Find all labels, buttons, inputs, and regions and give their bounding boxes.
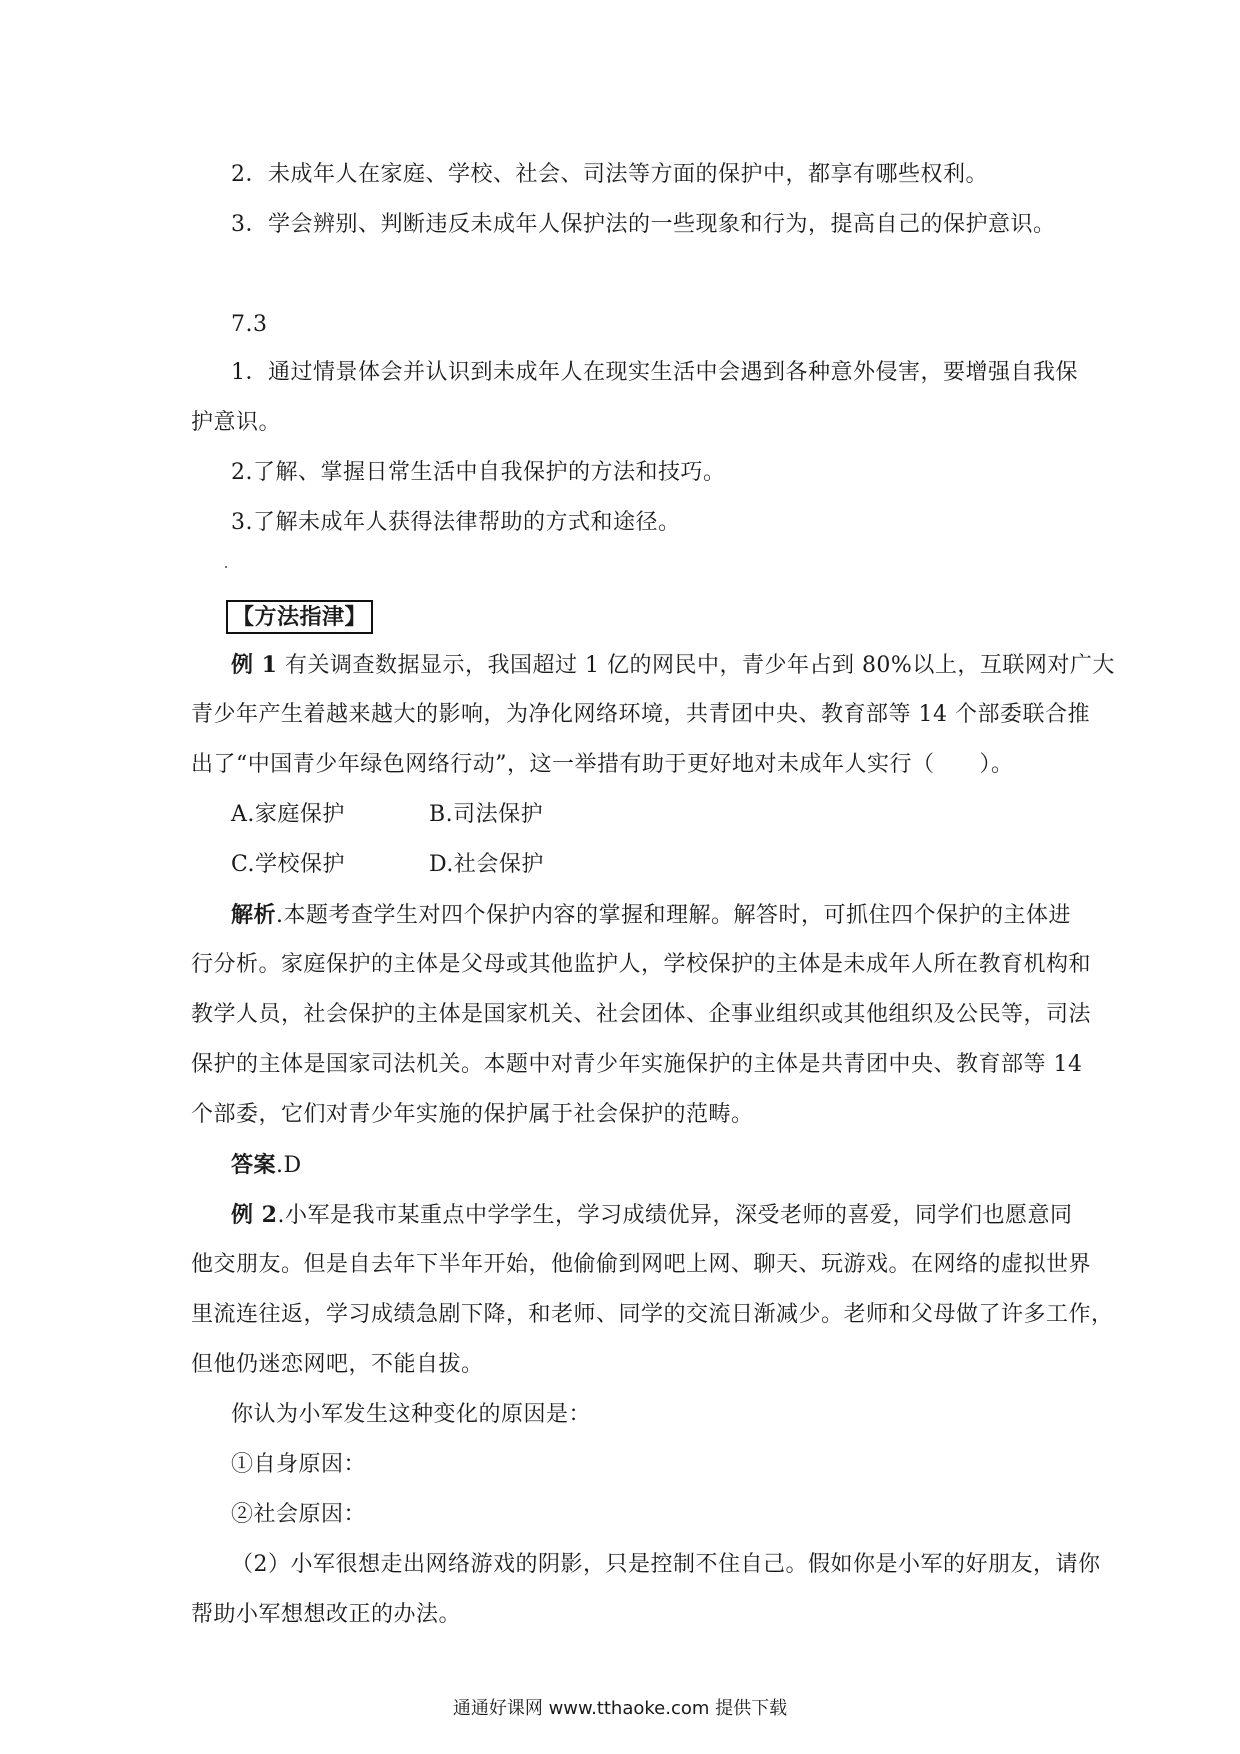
section-73-item-1-line-2: 护意识。 xyxy=(191,410,282,435)
option-d: D.社会保护 xyxy=(429,852,544,877)
footer-credit: 通通好课网 www.tthaoke.com 提供下载 xyxy=(452,1698,788,1719)
analysis-line-3: 教学人员，社会保护的主体是国家机关、社会团体、企事业组织或其他组织及公民等，司法 xyxy=(191,1002,1092,1027)
answer-line xyxy=(231,1150,302,1181)
option-c: C.学校保护 xyxy=(231,852,346,877)
method-guide-heading xyxy=(226,600,373,634)
analysis-label: 解析 xyxy=(231,902,277,928)
option-b: B.司法保护 xyxy=(429,802,544,827)
objective-72-item-2: 2．未成年人在家庭、学校、社会、司法等方面的保护中，都享有哪些权利。 xyxy=(231,162,988,187)
example-1-text-1: 有关调查数据显示，我国超过 1 亿的网民中，青少年占到 80%以上，互联网对广大 xyxy=(277,653,1115,678)
analysis-text-1: .本题考查学生对四个保护内容的掌握和理解。解答时，可抓住四个保护的主体进 xyxy=(276,903,1072,928)
analysis-line-1 xyxy=(231,900,1071,931)
analysis-line-2: 行分析。家庭保护的主体是父母或其他监护人，学校保护的主体是未成年人所在教育机构和 xyxy=(191,952,1092,977)
example-2-reason-1: ①自身原因： xyxy=(231,1452,367,1477)
example-1-line-1 xyxy=(231,650,1115,681)
example-2-reason-2: ②社会原因： xyxy=(231,1502,367,1527)
method-guide-title: 【方法指津】 xyxy=(226,600,373,634)
example-2-part-2-line-2: 帮助小军想想改正的办法。 xyxy=(191,1602,462,1627)
example-1-line-3: 出了“中国青少年绿色网络行动”，这一举措有助于更好地对未成年人实行（ ）。 xyxy=(191,752,1014,777)
objective-72-item-3: 3．学会辨别、判断违反未成年人保护法的一些现象和行为，提高自己的保护意识。 xyxy=(231,212,1056,237)
analysis-line-5: 个部委，它们对青少年实施的保护属于社会保护的范畴。 xyxy=(191,1102,754,1127)
example-1-options-row-1 xyxy=(231,800,543,830)
example-1-options-row-2 xyxy=(231,850,544,880)
answer-label: 答案 xyxy=(231,1152,277,1178)
example-2-line-2: 他交朋友。但是自去年下半年开始，他偷偷到网吧上网、聊天、玩游戏。在网络的虚拟世界 xyxy=(191,1252,1092,1277)
section-73-item-2: 2.了解、掌握日常生活中自我保护的方法和技巧。 xyxy=(231,460,726,485)
answer-text: .D xyxy=(276,1153,302,1178)
example-1-label: 例 1 xyxy=(231,652,278,678)
section-73-item-1-line-1: 1．通过情景体会并认识到未成年人在现实生活中会遇到各种意外侵害，要增强自我保 xyxy=(231,360,1078,385)
example-1-line-2: 青少年产生着越来越大的影响，为净化网络环境，共青团中央、教育部等 14 个部委联合推 xyxy=(191,702,1090,727)
scan-dot xyxy=(225,566,227,568)
example-2-line-4: 但他仍迷恋网吧，不能自拔。 xyxy=(191,1352,484,1377)
example-2-label: 例 2 xyxy=(231,1202,278,1228)
example-2-text-1: .小军是我市某重点中学学生，学习成绩优异，深受老师的喜爱，同学们也愿意同 xyxy=(277,1203,1073,1228)
example-2-line-1 xyxy=(231,1200,1072,1231)
example-2-part-2-line-1: （2）小军很想走出网络游戏的阴影，只是控制不住自己。假如你是小军的好朋友，请你 xyxy=(231,1552,1101,1577)
section-73-heading: 7.3 xyxy=(231,312,268,337)
section-73-item-3: 3.了解未成年人获得法律帮助的方式和途径。 xyxy=(231,510,681,535)
example-2-line-3: 里流连往返，学习成绩急剧下降，和老师、同学的交流日渐减少。老师和父母做了许多工作， xyxy=(191,1302,1114,1327)
analysis-line-4: 保护的主体是国家司法机关。本题中对青少年实施保护的主体是共青团中央、教育部等 14 xyxy=(191,1052,1083,1077)
option-a: A.家庭保护 xyxy=(231,802,345,827)
example-2-question: 你认为小军发生这种变化的原因是： xyxy=(231,1402,592,1427)
